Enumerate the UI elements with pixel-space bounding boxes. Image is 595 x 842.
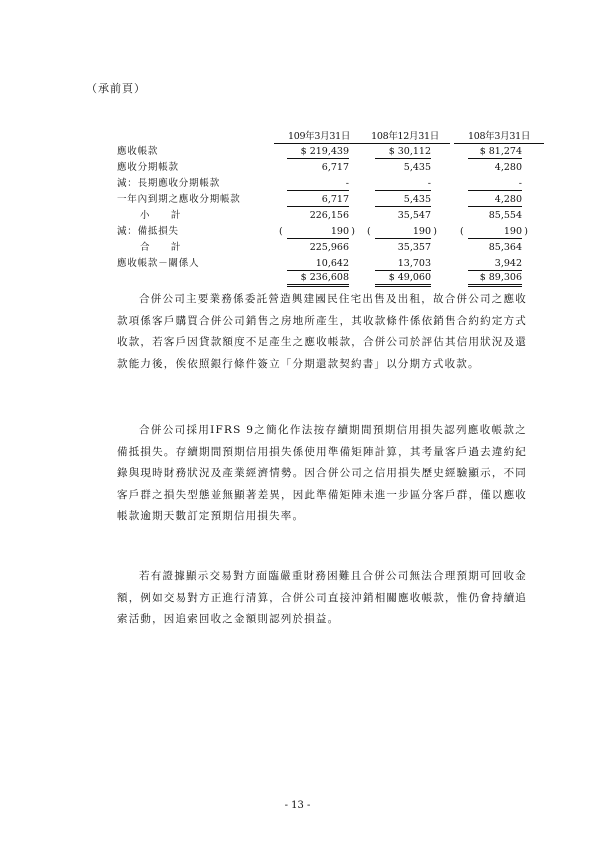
cell-related-109-03: 10,642	[287, 258, 349, 271]
cell-allowance-109-03	[279, 226, 355, 239]
column-header-108-03-31: 108年3月31日	[454, 128, 544, 144]
row-label-less-loss-allowance: 減：備抵損失	[117, 226, 179, 237]
cell-long-term-108-03: -	[468, 178, 522, 191]
row-label-accounts-receivable: 應收帳款	[117, 146, 159, 157]
cell-subtotal-109-03: 226,156	[309, 210, 349, 221]
column-header-109-03-31: 109年3月31日	[274, 128, 364, 144]
cell-current-installment-109-03: 6,717	[287, 194, 349, 207]
cell-installment-108-03: 4,280	[494, 162, 522, 173]
cell-total-109-03: 225,966	[309, 242, 349, 253]
cell-installment-108-12: 5,435	[403, 162, 431, 173]
cell-subtotal-108-12: 35,547	[397, 210, 431, 221]
cell-current-installment-108-03: 4,280	[468, 194, 522, 207]
row-label-less-long-term-installment: 減：長期應收分期帳款	[117, 178, 221, 189]
cell-subtotal-108-03: 85,554	[488, 210, 522, 221]
cell-grand-total-109-03: $ 236,608	[287, 272, 349, 287]
cell-current-installment-108-12: 5,435	[375, 194, 431, 207]
cell-related-108-12: 13,703	[375, 258, 431, 271]
row-label-current-installment: 一年內到期之應收分期帳款	[117, 194, 241, 205]
paragraph-ifrs9-loss-allowance: 合併公司採用IFRS 9之簡化作法按存續期間預期信用損失認列應收帳款之備抵損失。存續期間預期信用損失係使用準備矩陣計算，其考量客戶過去違約紀錄與現時財務狀況及產業經濟情勢。因合併公司之信用損失歷史經驗顯示，不同客戶群之損失型態並無顯著差異，因此準備矩陣未進一步區分客戶群，僅以應收帳款逾期天數訂定預期信用損失率。	[117, 424, 527, 523]
close-paren: )	[351, 226, 355, 237]
cell-grand-total-108-12: $ 49,060	[375, 272, 431, 287]
row-label-total: 合 計	[140, 242, 182, 253]
paragraph-write-off-policy: 若有證據顯示交易對方面臨嚴重財務困難且合併公司無法合理預期可回收金額，例如交易對方正進行清算，合併公司直接沖銷相關應收帳款，惟仍會持續追索活動，因追索回收之金額則認列於損益。	[117, 570, 527, 626]
cell-allowance-108-12	[367, 226, 437, 239]
cell-ar-108-12: $ 30,112	[375, 146, 431, 159]
cell-ar-109-03: $ 219,439	[287, 146, 349, 159]
row-label-ar-related-parties: 應收帳款－關係人	[117, 258, 200, 269]
close-paren: )	[524, 226, 528, 237]
open-paren: (	[460, 226, 464, 237]
cell-installment-109-03: 6,717	[321, 162, 349, 173]
row-label-installment-receivable: 應收分期帳款	[117, 162, 179, 173]
row-label-subtotal: 小 計	[140, 210, 182, 221]
cell-related-108-03: 3,942	[468, 258, 522, 271]
open-paren: (	[279, 226, 283, 237]
allowance-value: 190	[503, 226, 522, 237]
cell-grand-total-108-03: $ 89,306	[468, 272, 522, 287]
cell-total-108-03: 85,364	[488, 242, 522, 253]
cell-allowance-108-03	[460, 226, 528, 239]
cell-long-term-108-12: -	[375, 178, 431, 191]
open-paren: (	[367, 226, 371, 237]
cell-ar-108-03: $ 81,274	[468, 146, 522, 159]
close-paren: )	[433, 226, 437, 237]
allowance-value: 190	[330, 226, 349, 237]
column-header-108-12-31: 108年12月31日	[360, 128, 450, 144]
cell-long-term-109-03: -	[287, 178, 349, 191]
cell-total-108-12: 35,357	[397, 242, 431, 253]
continued-from-previous-page: （承前頁）	[86, 82, 146, 95]
paragraph-business-description: 合併公司主要業務係委託營造興建國民住宅出售及出租，故合併公司之應收款項係客戶購買合併公司銷售之房地所產生，其收款條件係依銷售合約約定方式收款，若客戶因貸款額度不足產生之應收帳款，合併公司於評估其信用狀況及還款能力後，俟依照銀行條件簽立「分期還款契約書」以分期方式收款。	[117, 293, 527, 370]
allowance-value: 190	[412, 226, 431, 237]
page-number: - 13 -	[284, 800, 311, 811]
